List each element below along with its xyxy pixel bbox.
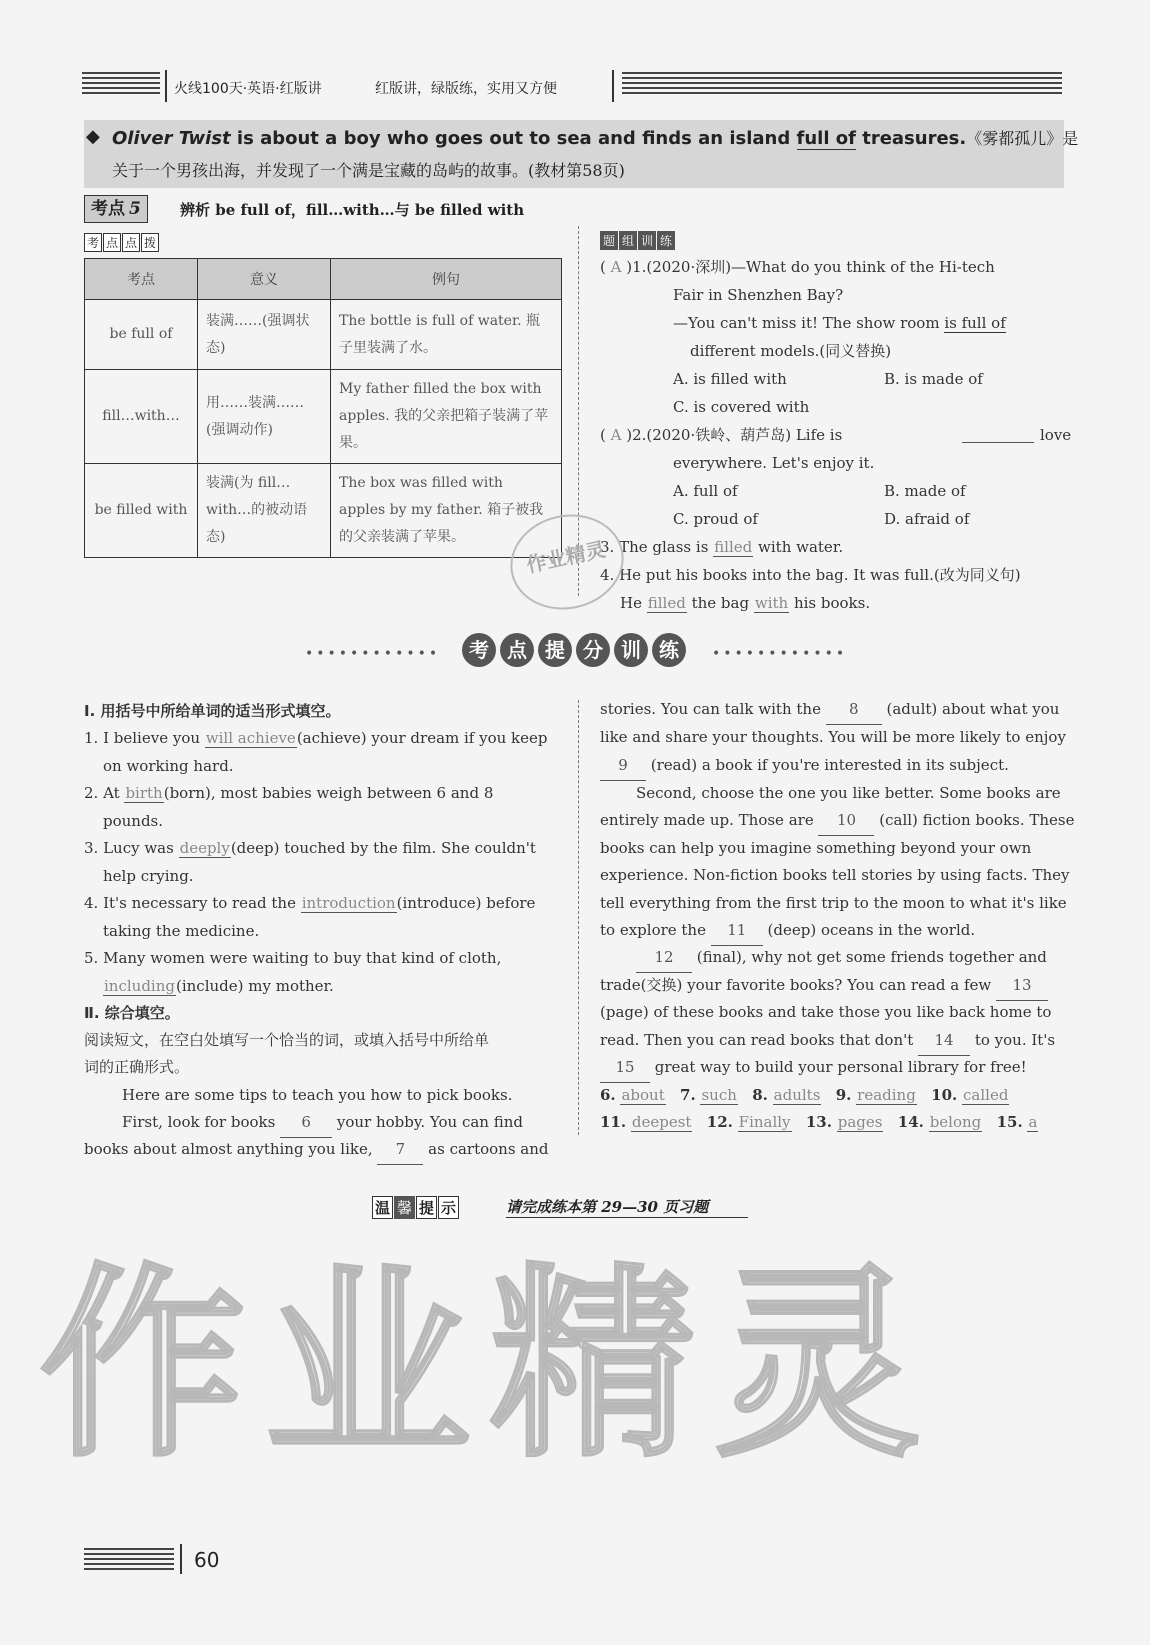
title-char: 分	[576, 633, 610, 667]
q-text: First, look for books	[122, 1113, 276, 1131]
table-header: 例句	[331, 259, 562, 300]
q-text: (deep) touched by the film. She couldn't	[230, 839, 536, 857]
dots-left: ••••••••••••	[305, 646, 441, 662]
tip-char: 温	[372, 1196, 393, 1219]
footer-rule	[84, 1548, 174, 1573]
table-header-row	[85, 259, 562, 300]
q-text: your hobby. You can find	[336, 1113, 524, 1131]
q-text: his books.	[789, 594, 871, 612]
q-text: )1.(2020·深圳)—What do you think of the Hi-tech	[626, 258, 995, 276]
kaodian-tags	[84, 232, 160, 252]
q2-option-a: A. full of	[673, 482, 738, 500]
table-row	[85, 370, 562, 464]
q1-line4: different models.(同义替换)	[690, 342, 892, 360]
q-text: 4. It's necessary to read the	[84, 894, 301, 912]
blank-8: 8	[826, 696, 882, 725]
table-cell-point: fill…with…	[85, 370, 198, 464]
q2-line2: everywhere. Let's enjoy it.	[673, 454, 875, 472]
part1-item-1	[84, 725, 548, 753]
blank-14: 14	[918, 1027, 970, 1056]
q1-option-a: A. is filled with	[673, 370, 787, 388]
passage-line	[600, 807, 1074, 836]
q-text: 3. Lucy was	[84, 839, 179, 857]
banner-translation: 关于一个男孩出海，并发现了一个满是宝藏的岛屿的故事。(教材第58页)	[112, 161, 625, 180]
filled-answer: adults	[773, 1086, 821, 1104]
banner-underlined: full of	[796, 128, 856, 149]
q2-blank	[962, 442, 1034, 443]
table-cell-example: My father filled the box with apples. 我的父亲把箱子装满了苹果。	[331, 370, 562, 464]
question-4: 4. He put his books into the bag. It was full.(改为同义句)	[600, 566, 1021, 584]
blank-7: 7	[377, 1136, 423, 1165]
title-char: 训	[614, 633, 648, 667]
part1-item-1-line2: on working hard.	[103, 757, 234, 775]
filled-answer: with	[754, 594, 789, 612]
part2-title: Ⅱ. 综合填空。	[84, 1004, 180, 1022]
banner-text: is about a boy who goes out to sea and finds an island	[230, 128, 797, 149]
filled-answer: birth	[125, 784, 163, 802]
part1-item-3	[84, 835, 536, 863]
part2-intro-2: 词的正确形式。	[84, 1058, 190, 1076]
footer-divider	[180, 1544, 182, 1574]
q-text: )2.(2020·铁岭、葫芦岛) Life is	[626, 426, 843, 444]
part1-item-2-line2: pounds.	[103, 812, 164, 830]
part1-item-4-line2: taking the medicine.	[103, 922, 260, 940]
blank-10: 10	[818, 807, 874, 836]
passage-line	[84, 1136, 549, 1165]
q2-option-d: D. afraid of	[884, 510, 970, 528]
filled-answer: belong	[929, 1113, 982, 1131]
title-char: 点	[500, 633, 534, 667]
blank-9: 9	[600, 752, 646, 781]
part1-item-2	[84, 780, 493, 808]
part1-item-5-line2	[103, 973, 334, 1001]
table-cell-example: The box was filled with apples by my father. 箱子被我的父亲装满了苹果。	[331, 464, 562, 558]
answer-num: 15.	[996, 1113, 1023, 1131]
answer-num: 6.	[600, 1086, 616, 1104]
tag-char: 拨	[141, 233, 159, 252]
section-title	[462, 633, 690, 667]
passage-line	[600, 1027, 1055, 1056]
column-divider-2	[578, 700, 579, 1135]
tip-char: 提	[416, 1196, 437, 1219]
tag-char: 题	[600, 231, 618, 250]
tag-char: 点	[122, 233, 140, 252]
answers-row-1	[600, 1082, 1009, 1110]
header-rule-right	[622, 72, 1062, 97]
filled-answer: Finally	[738, 1113, 791, 1131]
answer-num: 11.	[600, 1113, 627, 1131]
tag-char: 考	[84, 233, 102, 252]
header-slogan: 红版讲，绿版练，实用又方便	[375, 81, 557, 97]
page-number: 60	[194, 1548, 220, 1572]
tip-char: 示	[438, 1196, 459, 1219]
q-text: (achieve) your dream if you keep	[296, 729, 548, 747]
passage-line	[600, 1054, 1027, 1083]
answer-num: 13.	[805, 1113, 832, 1131]
part1-item-3-line2: help crying.	[103, 867, 194, 885]
part2-intro: 阅读短文，在空白处填写一个恰当的词，或填入括号中所给单	[84, 1031, 490, 1049]
q-text: stories. You can talk with the	[600, 700, 821, 718]
q-text: (deep) oceans in the world.	[767, 921, 976, 939]
blank-12: 12	[636, 944, 692, 973]
q-text: 3. The glass is	[600, 538, 714, 556]
header-rule-left	[82, 72, 160, 97]
passage-line	[636, 944, 1047, 973]
title-char: 提	[538, 633, 572, 667]
answer-num: 14.	[897, 1113, 924, 1131]
filled-answer: pages	[837, 1113, 883, 1131]
q1-option-c: C. is covered with	[673, 398, 810, 416]
tip-text: 请完成练本第 29—30 页习题	[506, 1196, 748, 1218]
dots-right: ••••••••••••	[712, 646, 848, 662]
q-text: as cartoons and	[428, 1140, 549, 1158]
q-text: with water.	[753, 538, 844, 556]
passage-line	[122, 1109, 523, 1138]
tag-icon: ◆	[86, 126, 100, 147]
filled-answer: filled	[647, 594, 686, 612]
q-text: (include) my mother.	[175, 977, 334, 995]
filled-answer: deepest	[631, 1113, 692, 1131]
header-divider-right	[612, 70, 614, 102]
q-text: to you. It's	[974, 1031, 1056, 1049]
q-text: 2. At	[84, 784, 125, 802]
title-char: 练	[652, 633, 686, 667]
q-text: (born), most babies weigh between 6 and 8	[163, 784, 494, 802]
answer-num: 7.	[680, 1086, 696, 1104]
q2-option-c: C. proud of	[673, 510, 758, 528]
q-text: 1. I believe you	[84, 729, 205, 747]
question-4-answer	[620, 590, 870, 618]
q-text: read. Then you can read books that don't	[600, 1031, 914, 1049]
table-header: 考点	[85, 259, 198, 300]
tip-char: 馨	[394, 1196, 415, 1219]
passage-line: tell everything from the first trip to the moon to what it's like	[600, 894, 1067, 912]
table-cell-meaning: 装满(为 fill…with…的被动语态)	[198, 464, 331, 558]
blank-13: 13	[996, 972, 1048, 1001]
filled-answer: a	[1028, 1113, 1038, 1131]
part1-title: Ⅰ. 用括号中所给单词的适当形式填空。	[84, 702, 341, 720]
header-book-title: 火线100天·英语·红版讲	[174, 81, 322, 97]
passage-line: experience. Non-fiction books tell stories by using facts. They	[600, 866, 1070, 884]
blank-6: 6	[280, 1109, 332, 1138]
passage-line	[600, 972, 1048, 1001]
stamp-text: 作业精灵	[524, 537, 608, 578]
tag-char: 点	[103, 233, 121, 252]
answer: A	[610, 426, 622, 444]
header-divider	[165, 70, 167, 102]
table-row	[85, 464, 562, 558]
q-text: (final), why not get some friends together and	[696, 948, 1047, 966]
passage-line: Here are some tips to teach you how to pick books.	[122, 1086, 513, 1104]
passage-line	[600, 917, 975, 946]
banner-text-end: treasures.	[855, 128, 967, 149]
passage-line	[600, 696, 1059, 725]
filled-answer: including	[104, 977, 175, 995]
kaodian-label-text: 考点	[91, 199, 125, 219]
question-2: ( A )2.(2020·铁岭、葫芦岛) Life is	[600, 426, 843, 444]
kaodian-table	[84, 258, 562, 558]
q1-line2: Fair in Shenzhen Bay?	[673, 286, 844, 304]
q-text: great way to build your personal library for free!	[654, 1058, 1027, 1076]
training-tags	[600, 230, 676, 250]
kaodian-number: 5	[129, 199, 141, 219]
q-text: entirely made up. Those are	[600, 811, 814, 829]
filled-answer: will achieve	[205, 729, 296, 747]
kaodian-label	[84, 195, 148, 223]
q-text: (read) a book if you're interested in its subject.	[650, 756, 1009, 774]
part1-item-5: 5. Many women were waiting to buy that kind of cloth,	[84, 949, 502, 967]
watermark-text: 作业精灵	[40, 1247, 940, 1485]
table-cell-meaning: 用……装满……(强调动作)	[198, 370, 331, 464]
q-underlined: is full of	[944, 314, 1006, 332]
banner-book-title: Oliver Twist	[112, 128, 231, 149]
passage-line: Second, choose the one you like better. Some books are	[636, 784, 1061, 802]
answers-row-2	[600, 1109, 1038, 1137]
q2-option-b: B. made of	[884, 482, 966, 500]
filled-answer: reading	[857, 1086, 916, 1104]
table-cell-point: be full of	[85, 300, 198, 370]
highlight-banner	[84, 120, 1079, 188]
passage-line	[600, 752, 1009, 781]
q2-tail: love	[1040, 426, 1072, 444]
banner-cn-inline: 《雾都孤儿》是	[966, 129, 1079, 148]
q-text: He	[620, 594, 647, 612]
q-text: the bag	[686, 594, 754, 612]
filled-answer: about	[621, 1086, 665, 1104]
table-row	[85, 300, 562, 370]
table-header: 意义	[198, 259, 331, 300]
passage-line: like and share your thoughts. You will be more likely to enjoy	[600, 728, 1066, 746]
filled-answer: filled	[714, 538, 753, 556]
answer-num: 8.	[752, 1086, 768, 1104]
q-text: (introduce) before	[396, 894, 536, 912]
q-text: (adult) about what you	[886, 700, 1060, 718]
table-cell-point: be filled with	[85, 464, 198, 558]
answer-num: 9.	[835, 1086, 852, 1104]
answer-num: 12.	[706, 1113, 733, 1131]
question-1: ( A )1.(2020·深圳)—What do you think of the Hi-tech	[600, 258, 995, 276]
q-text: (call) fiction books. These	[879, 811, 1075, 829]
q-text: books about almost anything you like,	[84, 1140, 373, 1158]
question-3	[600, 534, 843, 562]
tag-char: 组	[619, 231, 637, 250]
q1-option-b: B. is made of	[884, 370, 983, 388]
filled-answer: such	[701, 1086, 737, 1104]
kaodian-title: 辨析 be full of，fill…with…与 be filled with	[180, 201, 525, 219]
filled-answer: deeply	[179, 839, 230, 857]
part1-item-4	[84, 890, 535, 918]
filled-answer: called	[963, 1086, 1009, 1104]
q-text: trade(交换) your favorite books? You can read a few	[600, 976, 992, 994]
q-text: to explore the	[600, 921, 706, 939]
title-char: 考	[462, 633, 496, 667]
table-cell-meaning: 装满……(强调状态)	[198, 300, 331, 370]
passage-line: (page) of these books and take those you like back home to	[600, 1003, 1052, 1021]
answer: A	[610, 258, 622, 276]
filled-answer: introduction	[301, 894, 396, 912]
q-text: —You can't miss it! The show room	[673, 314, 945, 332]
blank-11: 11	[711, 917, 763, 946]
table-cell-example: The bottle is full of water. 瓶子里装满了水。	[331, 300, 562, 370]
tag-char: 训	[638, 231, 656, 250]
blank-15: 15	[600, 1054, 650, 1083]
passage-line: books can help you imagine something beyond your own	[600, 839, 1032, 857]
answer-num: 10.	[931, 1086, 958, 1104]
tag-char: 练	[657, 231, 675, 250]
q1-line3	[673, 310, 1006, 338]
